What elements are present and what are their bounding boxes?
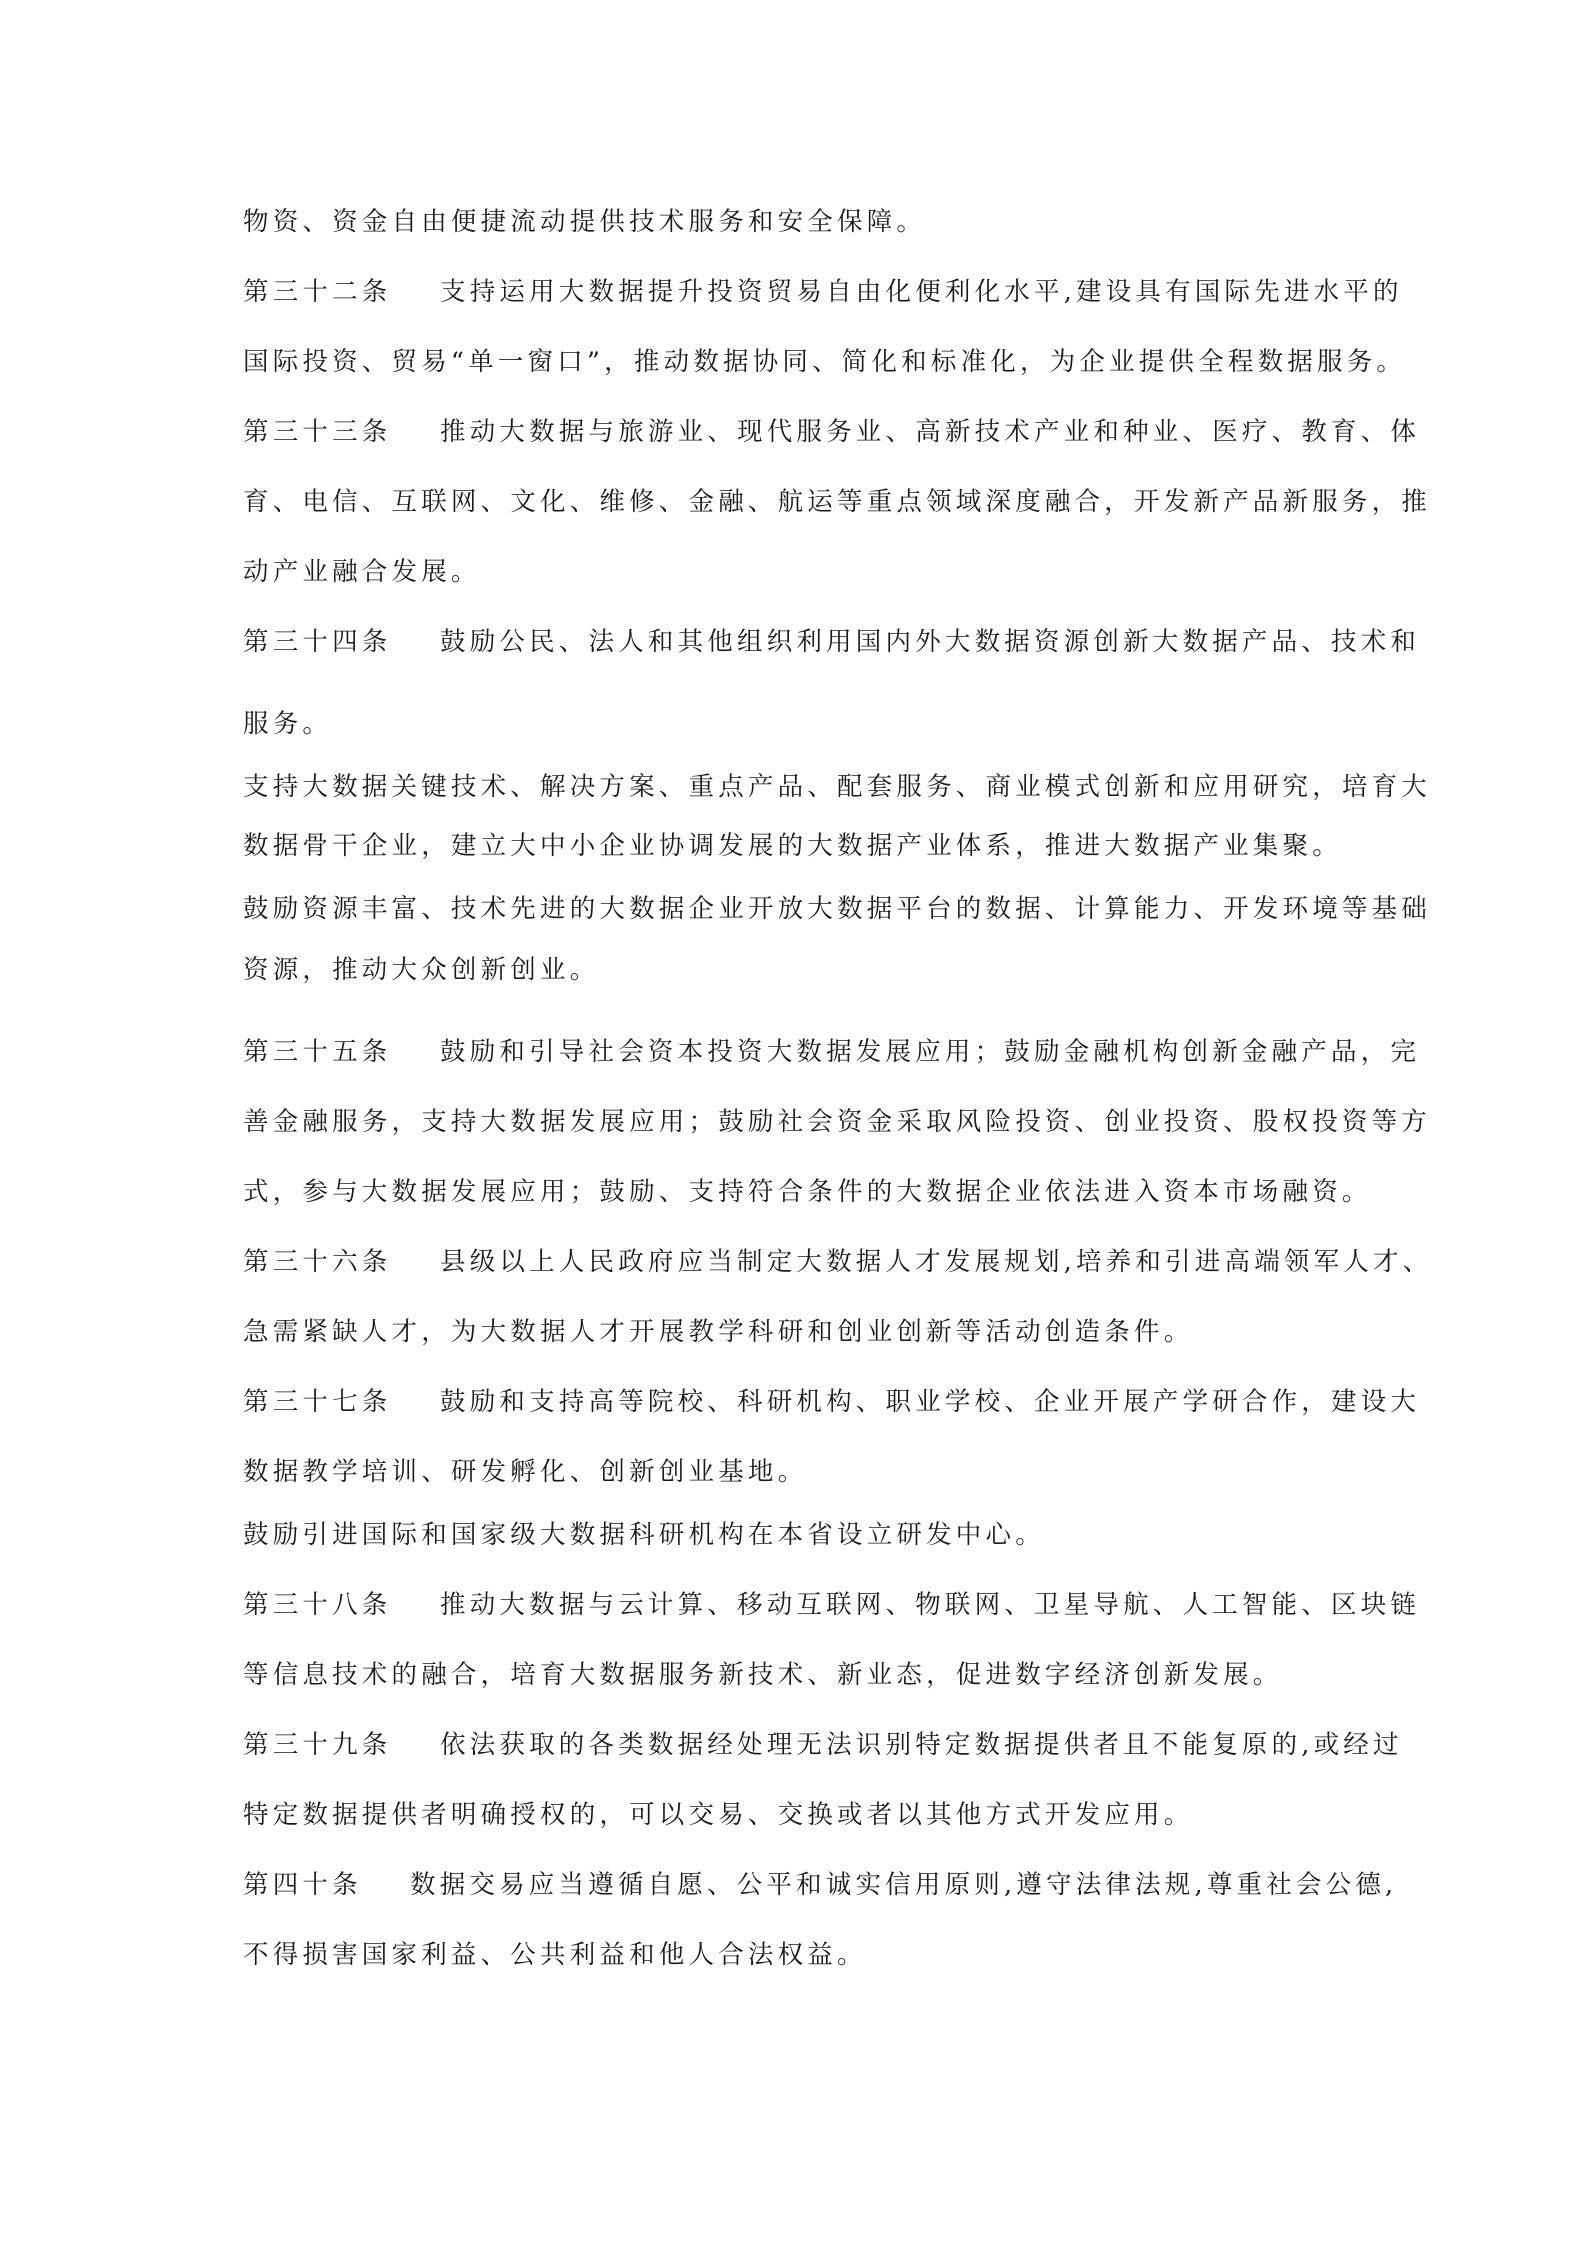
article-number: 第三十四条: [243, 627, 392, 657]
paragraph-line: [243, 770, 1432, 804]
article-line: [243, 1728, 1403, 1762]
line-text: 善金融服务，支持大数据发展应用；鼓励社会资金采取风险投资、创业投资、股权投资等方: [243, 1107, 1432, 1137]
line-text: 等信息技术的融合，培育大数据服务新技术、新业态，促进数字经济创新发展。: [243, 1660, 1283, 1690]
line-text: 推动大数据与旅游业、现代服务业、高新技术产业和种业、医疗、教育、体: [440, 417, 1421, 447]
paragraph-line: [243, 1798, 1353, 1832]
article-number: 第三十七条: [243, 1387, 392, 1417]
article-line: [243, 1588, 1421, 1622]
line-text: 服务。: [243, 709, 333, 739]
line-text: 物资、资金自由便捷流动提供技术服务和安全保障。: [243, 207, 927, 237]
article-number: 第三十九条: [243, 1730, 392, 1760]
article-line: [243, 625, 1421, 659]
line-text: 特定数据提供者明确授权的，可以交易、交换或者以其他方式开发应用。: [243, 1800, 1194, 1830]
article-line: [243, 275, 1403, 309]
article-number: 第三十三条: [243, 417, 392, 447]
line-text: 鼓励引进国际和国家级大数据科研机构在本省设立研发中心。: [243, 1520, 1045, 1550]
paragraph-line: [243, 892, 1432, 926]
line-text: 国际投资、贸易“单一窗口”，推动数据协同、简化和标准化，为企业提供全程数据服务。: [243, 347, 1407, 377]
line-text: 县级以上人民政府应当制定大数据人才发展规划,培养和引进高端领军人才、: [440, 1247, 1433, 1277]
article-line: [243, 1245, 1433, 1279]
line-text: 依法获取的各类数据经处理无法识别特定数据提供者且不能复原的,或经过: [440, 1730, 1403, 1760]
line-text: 式，参与大数据发展应用；鼓励、支持符合条件的大数据企业依法进入资本市场融资。: [243, 1177, 1372, 1207]
line-text: 鼓励和引导社会资本投资大数据发展应用；鼓励金融机构创新金融产品，完: [440, 1037, 1421, 1067]
paragraph-line: [243, 205, 1353, 239]
paragraph-line: [243, 707, 1353, 741]
paragraph-line: [243, 829, 1353, 863]
paragraph-line: [243, 485, 1432, 519]
line-text: 支持运用大数据提升投资贸易自由化便利化水平,建设具有国际先进水平的: [440, 277, 1403, 307]
line-text: 急需紧缺人才，为大数据人才开展教学科研和创业创新等活动创造条件。: [243, 1317, 1194, 1347]
line-text: 动产业融合发展。: [243, 557, 481, 587]
line-text: 数据交易应当遵循自愿、公平和诚实信用原则,遵守法律法规,尊重社会公德,: [410, 1870, 1398, 1900]
paragraph-line: [243, 555, 1353, 589]
article-number: 第三十五条: [243, 1037, 392, 1067]
article-line: [243, 1385, 1421, 1419]
article-line: [243, 1868, 1398, 1902]
line-text: 育、电信、互联网、文化、维修、金融、航运等重点领域深度融合，开发新产品新服务，推: [243, 487, 1432, 517]
paragraph-line: [243, 1315, 1353, 1349]
article-number: 第三十六条: [243, 1247, 392, 1277]
line-text: 资源，推动大众创新创业。: [243, 955, 600, 985]
line-text: 鼓励和支持高等院校、科研机构、职业学校、企业开展产学研合作，建设大: [440, 1387, 1421, 1417]
article-number: 第三十二条: [243, 277, 392, 307]
paragraph-line: [243, 1175, 1372, 1209]
line-text: 鼓励资源丰富、技术先进的大数据企业开放大数据平台的数据、计算能力、开发环境等基础: [243, 894, 1432, 924]
paragraph-line: [243, 1518, 1353, 1552]
line-text: 鼓励公民、法人和其他组织利用国内外大数据资源创新大数据产品、技术和: [440, 627, 1421, 657]
line-text: 支持大数据关键技术、解决方案、重点产品、配套服务、商业模式创新和应用研究，培育大: [243, 772, 1432, 802]
line-text: 数据教学培训、研发孵化、创新创业基地。: [243, 1457, 808, 1487]
article-number: 第四十条: [243, 1870, 362, 1900]
paragraph-line: [243, 345, 1407, 379]
paragraph-line: [243, 1658, 1353, 1692]
article-line: [243, 415, 1421, 449]
paragraph-line: [243, 1455, 1353, 1489]
line-text: 不得损害国家利益、公共利益和他人合法权益。: [243, 1940, 867, 1970]
article-number: 第三十八条: [243, 1590, 392, 1620]
paragraph-line: [243, 1105, 1432, 1139]
line-text: 推动大数据与云计算、移动互联网、物联网、卫星导航、人工智能、区块链: [440, 1590, 1421, 1620]
article-line: [243, 1035, 1421, 1069]
paragraph-line: [243, 953, 1353, 987]
paragraph-line: [243, 1938, 1353, 1972]
line-text: 数据骨干企业，建立大中小企业协调发展的大数据产业体系，推进大数据产业集聚。: [243, 831, 1342, 861]
